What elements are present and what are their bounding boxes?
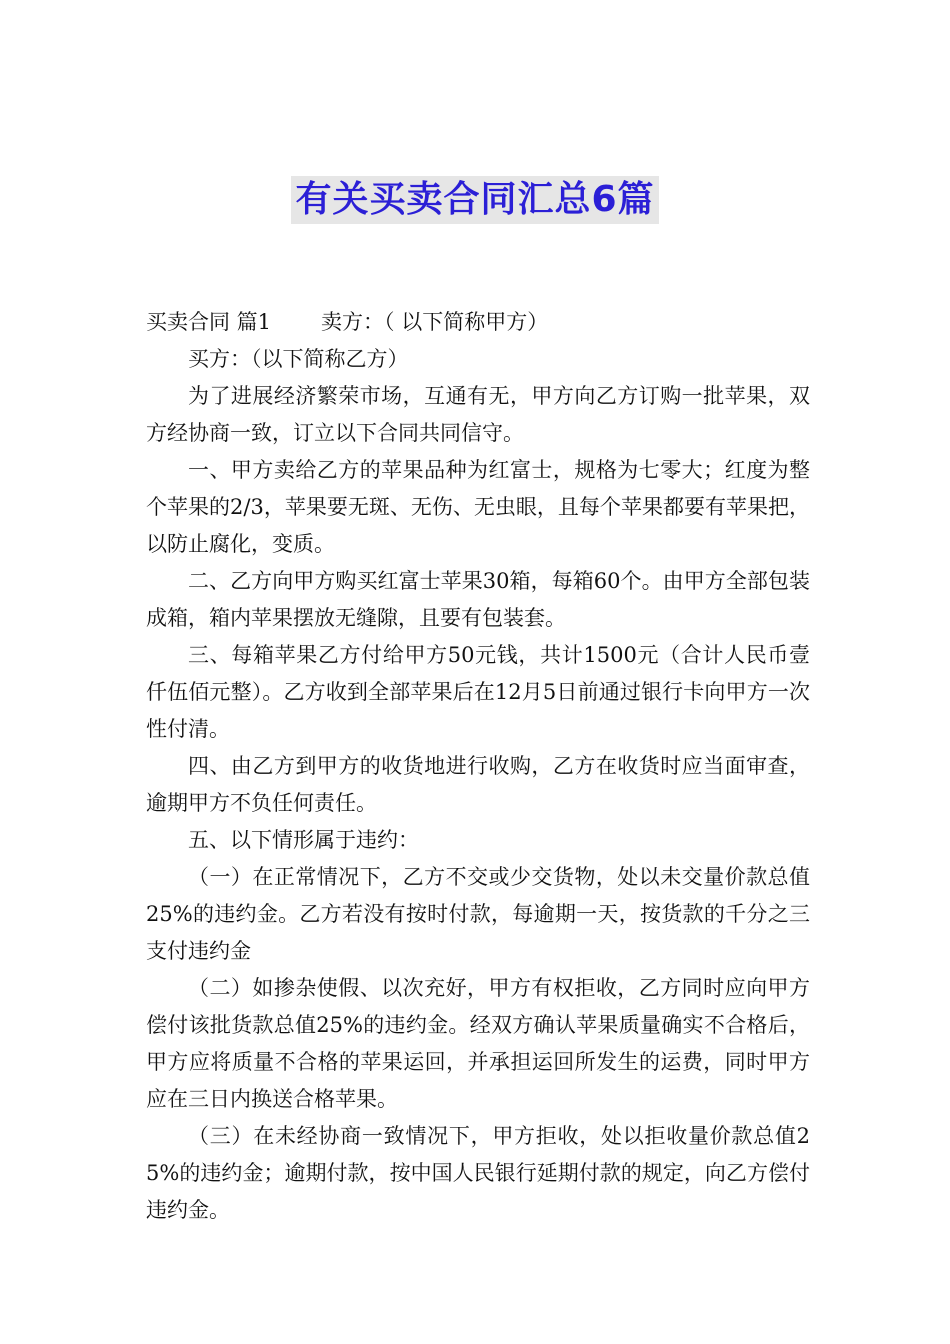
paragraph-clause-5: 五、以下情形属于违约： — [188, 828, 419, 852]
contract-heading-line — [146, 304, 810, 341]
paragraph-clause-3: 三、每箱苹果乙方付给甲方50元钱，共计1500元（合计人民币壹仟伍佰元整）。乙方收到全部苹果后在12月5日前通过银行卡向甲方一次性付清。 — [146, 643, 810, 741]
paragraph-clause-1: 一、甲方卖给乙方的苹果品种为红富士，规格为七零大；红度为整个苹果的2/3，苹果要无斑、无伤、无虫眼，且每个苹果都要有苹果把，以防止腐化，变质。 — [146, 458, 810, 556]
title-container — [0, 176, 950, 224]
paragraph-clause-2: 二、乙方向甲方购买红富士苹果30箱，每箱60个。由甲方全部包装成箱，箱内苹果摆放无缝隙，且要有包装套。 — [146, 569, 810, 630]
paragraph-sub-3: （三）在未经协商一致情况下，甲方拒收，处以拒收量价款总值25%的违约金；逾期付款，按中国人民银行延期付款的规定，向乙方偿付违约金。 — [146, 1124, 810, 1222]
seller-line: 卖方：（ 以下简称甲方） — [321, 310, 549, 334]
document-title: 有关买卖合同汇总6篇 — [291, 176, 658, 224]
paragraph-clause-4: 四、由乙方到甲方的收货地进行收购，乙方在收货时应当面审查，逾期甲方不负任何责任。 — [146, 754, 810, 815]
paragraph-sub-2: （二）如掺杂使假、以次充好，甲方有权拒收，乙方同时应向甲方偿付该批货款总值25%的违约金。经双方确认苹果质量确实不合格后，甲方应将质量不合格的苹果运回，并承担运回所发生的运费，同时甲方应在三日内换送合格苹果。 — [146, 976, 810, 1111]
paragraph-buyer: 买方：（以下简称乙方） — [188, 347, 409, 371]
document-body — [146, 304, 810, 1229]
paragraph-sub-1: （一）在正常情况下，乙方不交或少交货物，处以未交量价款总值25%的违约金。乙方若没有按时付款，每逾期一天，按货款的千分之三支付违约金 — [146, 865, 810, 963]
contract-heading-label: 买卖合同 篇1 — [146, 310, 272, 334]
paragraph-preamble: 为了进展经济繁荣市场，互通有无，甲方向乙方订购一批苹果，双方经协商一致，订立以下合同共同信守。 — [146, 384, 810, 445]
